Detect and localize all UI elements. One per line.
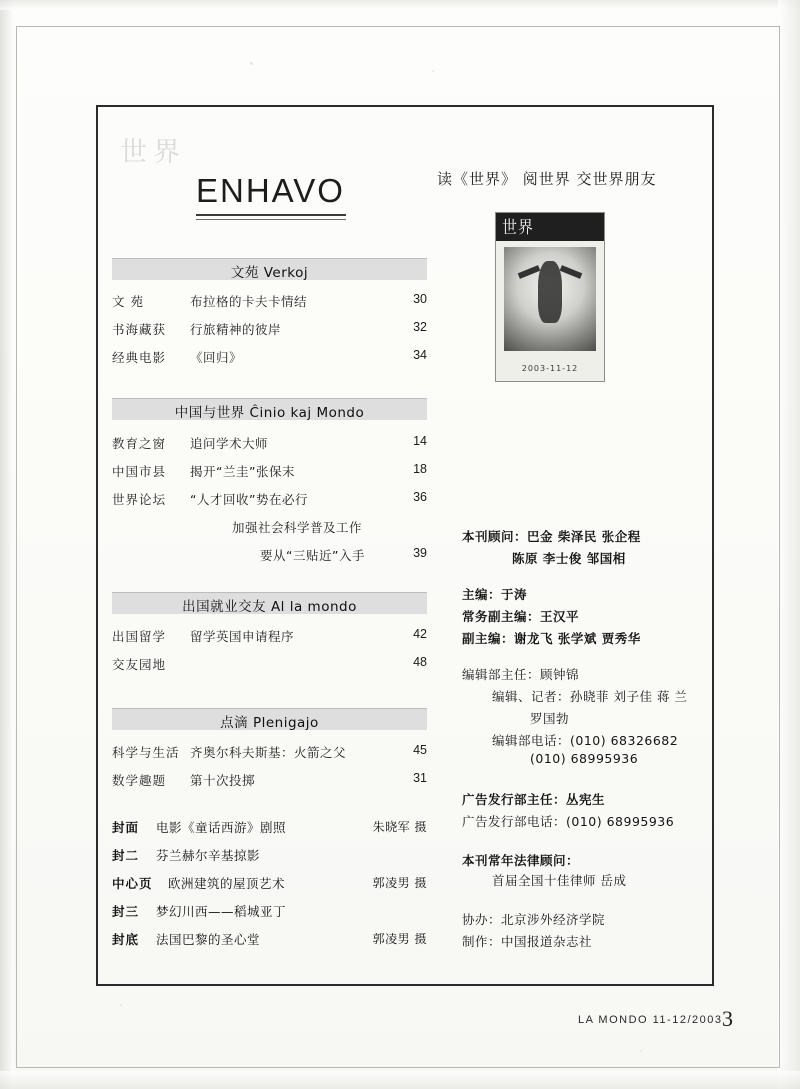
plate-label: 封二 <box>112 848 140 863</box>
staff-line: 编辑部电话：(010) 68326682 <box>492 733 679 748</box>
toc-entry[interactable] <box>112 743 427 763</box>
staff-line: 常务副主编：王汉平 <box>462 609 580 624</box>
staff-line: 主编：于涛 <box>462 587 528 602</box>
cover-photo <box>504 247 596 351</box>
staff-line: 协办：北京涉外经济学院 <box>462 912 606 927</box>
plate-description: 法国巴黎的圣心堂 <box>156 932 261 947</box>
plate-label: 中心页 <box>112 876 153 891</box>
toc-entry-category: 中国市县 <box>112 464 167 479</box>
toc-entry-page-number: 36 <box>413 490 427 504</box>
toc-entry-page-number: 34 <box>413 348 427 362</box>
ghost-masthead-showthrough: 世界 <box>120 137 186 168</box>
plate-credit-row <box>112 874 427 896</box>
section-header-plenigajo <box>112 708 427 730</box>
toc-entry-category: 科学与生活 <box>112 745 180 760</box>
footer-journal-line: LA MONDO 11-12/2003 <box>578 1014 723 1026</box>
cover-band-label: 世界 <box>502 216 535 238</box>
toc-entry-category: 经典电影 <box>112 350 167 365</box>
section-title: 出国就业交友 Al la mondo <box>182 599 357 615</box>
toc-entry[interactable] <box>112 462 427 482</box>
toc-entry[interactable] <box>112 655 427 675</box>
toc-entry[interactable] <box>112 771 427 791</box>
plate-photo-credit: 朱晓军 摄 <box>372 820 427 834</box>
toc-entry-category: 书海藏获 <box>112 322 167 337</box>
toc-entry-title: 追问学术大师 <box>190 436 269 451</box>
plate-credit-row <box>112 846 427 868</box>
plate-photo-credit: 郭凌男 摄 <box>372 932 427 946</box>
toc-entry-page-number: 32 <box>413 320 427 334</box>
scan-edge-bottom <box>0 1071 800 1089</box>
section-title: 中国与世界 Ĉinio kaj Mondo <box>174 405 365 421</box>
toc-entry[interactable] <box>112 292 427 312</box>
toc-entry-category: 交友园地 <box>112 657 167 672</box>
toc-entry-category: 数学趣题 <box>112 773 167 788</box>
staff-line: 本刊常年法律顾问： <box>462 853 580 868</box>
cover-issue-caption: 2003-11-12 <box>521 364 579 373</box>
staff-line: (010) 68995936 <box>530 751 639 766</box>
section-header-cinio-kaj-mondo <box>112 398 427 420</box>
section-title: 文苑 Verkoj <box>230 265 309 281</box>
toc-entry-title: 加强社会科学普及工作 <box>232 520 363 535</box>
toc-entry-title: 要从“三贴近”入手 <box>260 548 365 563</box>
staff-line: 副主编：谢龙飞 张学斌 贾秀华 <box>462 631 641 646</box>
toc-entry-page-number: 42 <box>413 627 427 641</box>
plate-label: 封三 <box>112 904 140 919</box>
staff-line: 本刊顾问：巴金 柴泽民 张企程 <box>462 529 641 544</box>
cover-figure-arm-right <box>560 265 583 279</box>
scan-edge-top <box>0 0 800 10</box>
toc-entry-title: 齐奥尔科夫斯基：火箭之父 <box>190 745 347 760</box>
scan-edge-right <box>778 0 800 1089</box>
plate-description: 欧洲建筑的屋顶艺术 <box>168 876 286 891</box>
cover-thumbnail <box>495 212 605 382</box>
staff-line: 编辑、记者：孙晓菲 刘子佳 蒋 兰 <box>492 689 688 704</box>
magazine-slogan: 读《世界》 阅世界 交世界朋友 <box>437 170 657 188</box>
plate-description: 芬兰赫尔辛基掠影 <box>156 848 261 863</box>
cover-title-band <box>496 213 604 241</box>
scan-speck <box>640 1050 642 1052</box>
page-title: ENHAVO <box>196 172 345 209</box>
toc-entry[interactable] <box>112 348 427 368</box>
toc-entry-title: 留学英国申请程序 <box>190 629 295 644</box>
cover-figure-silhouette <box>538 261 562 323</box>
plate-description: 梦幻川西——稻城亚丁 <box>156 904 287 919</box>
toc-entry[interactable] <box>112 627 427 647</box>
staff-line: 首届全国十佳律师 岳成 <box>492 873 627 888</box>
toc-entry-title: 《回归》 <box>190 350 243 365</box>
staff-line: 广告发行部主任：丛宪生 <box>462 792 606 807</box>
toc-entry-category: 文 苑 <box>112 294 144 309</box>
toc-entry-page-number: 45 <box>413 743 427 757</box>
toc-entry-page-number: 14 <box>413 434 427 448</box>
plate-label: 封底 <box>112 932 140 947</box>
masthead-rule <box>196 214 346 216</box>
staff-line: 广告发行部电话：(010) 68995936 <box>462 814 675 829</box>
toc-entry-category: 教育之窗 <box>112 436 167 451</box>
staff-line: 编辑部主任：顾钟锦 <box>462 667 580 682</box>
section-header-wenyuan <box>112 258 427 280</box>
toc-entry[interactable] <box>112 434 427 454</box>
section-header-al-la-mondo <box>112 592 427 614</box>
toc-entry-category: 世界论坛 <box>112 492 167 507</box>
toc-entry-title: 第十次投掷 <box>190 773 256 788</box>
toc-entry-page-number: 30 <box>413 292 427 306</box>
scan-edge-left <box>0 0 14 1089</box>
toc-entry-page-number: 39 <box>413 546 427 560</box>
cover-figure-arm-left <box>518 265 541 279</box>
plate-credit-row <box>112 818 427 840</box>
toc-entry-title: “人才回收”势在必行 <box>190 492 308 507</box>
toc-entry-title: 布拉格的卡夫卡情结 <box>190 294 308 309</box>
toc-entry-category: 出国留学 <box>112 629 167 644</box>
scan-speck <box>432 70 434 72</box>
toc-entry-page-number: 48 <box>413 655 427 669</box>
scan-speck <box>120 1004 122 1006</box>
toc-entry[interactable] <box>112 490 427 510</box>
toc-entry[interactable] <box>112 518 427 538</box>
toc-entry-title: 行旅精神的彼岸 <box>190 322 282 337</box>
masthead-rule-secondary <box>196 219 346 220</box>
toc-entry[interactable] <box>112 546 427 566</box>
toc-entry-page-number: 18 <box>413 462 427 476</box>
plate-credit-row <box>112 930 427 952</box>
staff-line: 陈原 李士俊 邹国相 <box>512 551 626 566</box>
toc-entry[interactable] <box>112 320 427 340</box>
toc-entry-page-number: 31 <box>413 771 427 785</box>
plate-photo-credit: 郭凌男 摄 <box>372 876 427 890</box>
staff-line: 制作：中国报道杂志社 <box>462 934 593 949</box>
plate-description: 电影《童话西游》剧照 <box>156 820 287 835</box>
toc-entry-title: 揭开“兰圭”张保末 <box>190 464 295 479</box>
plate-credit-row <box>112 902 427 924</box>
section-title: 点滴 Plenigajo <box>220 715 319 731</box>
scan-speck <box>250 62 253 65</box>
staff-line: 罗国勃 <box>530 711 570 726</box>
plate-label: 封面 <box>112 820 140 835</box>
page-number: 3 <box>722 1006 733 1031</box>
